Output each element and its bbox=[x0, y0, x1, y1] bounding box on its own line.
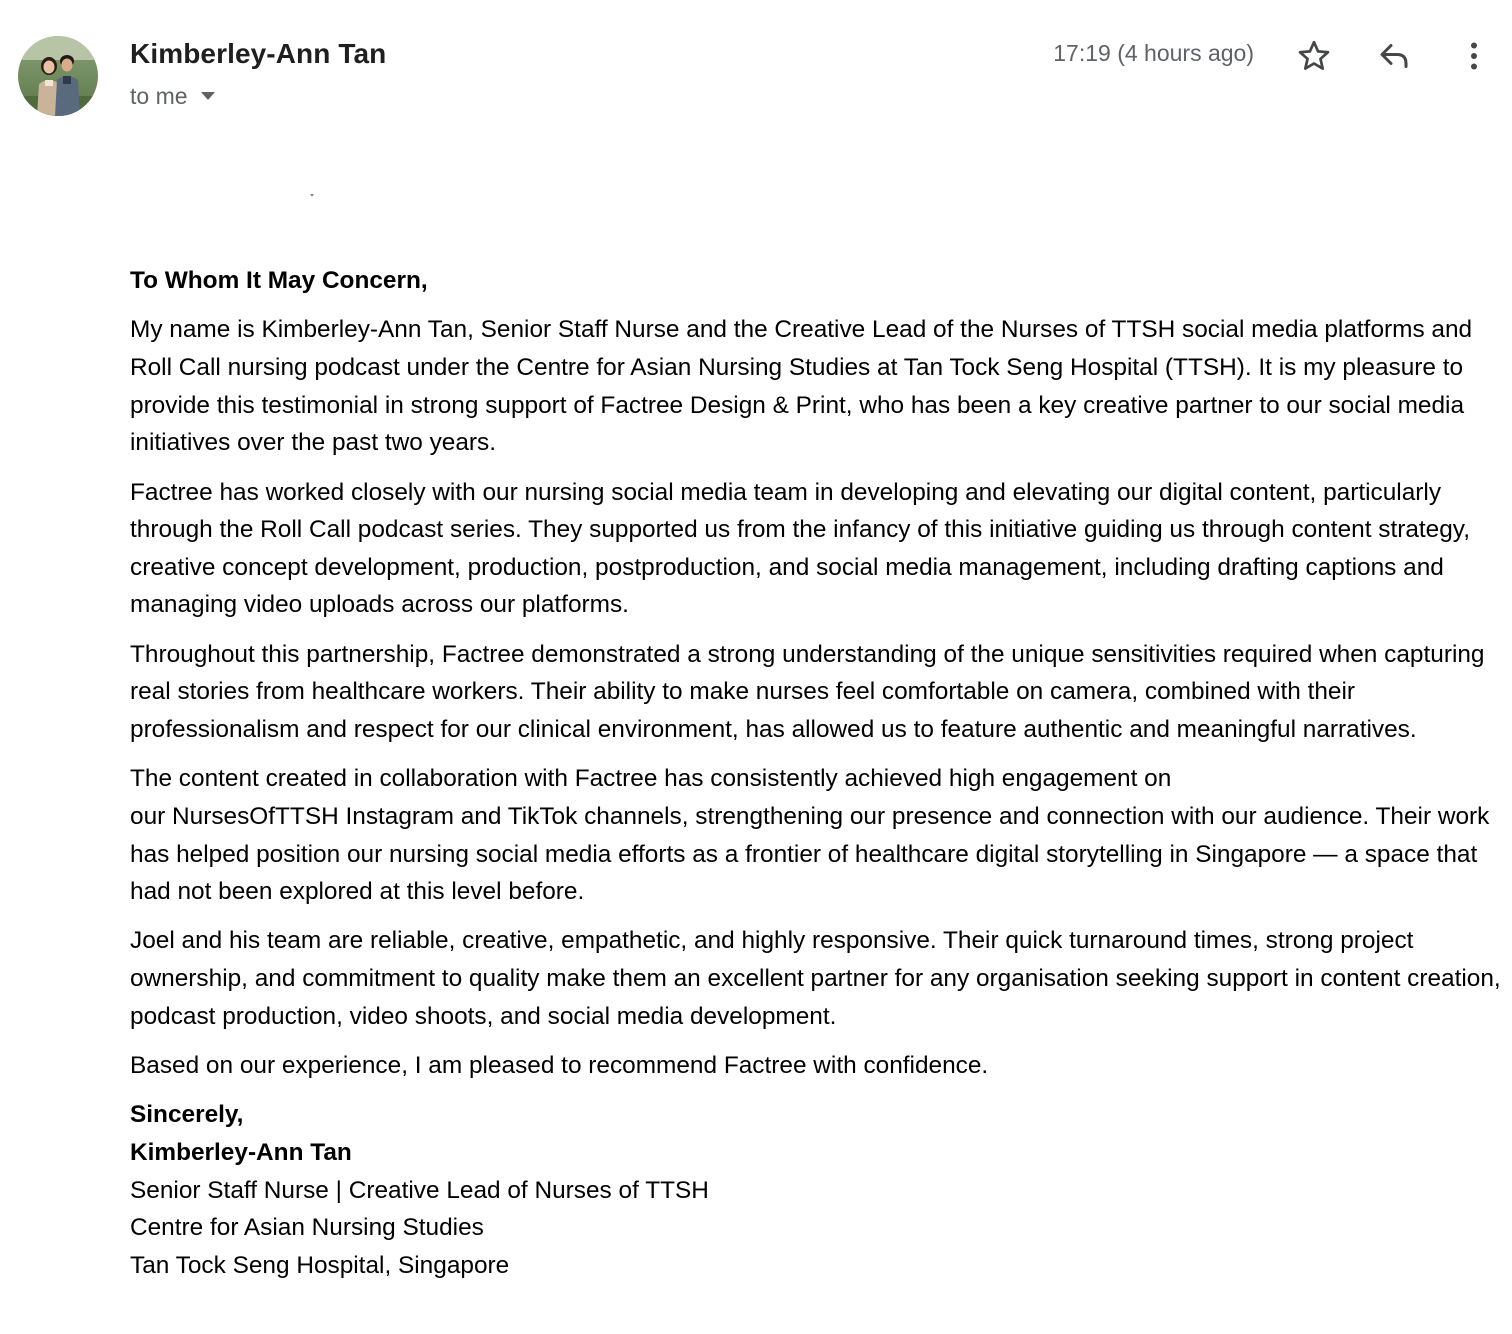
star-button[interactable] bbox=[1294, 36, 1334, 76]
avatar-photo bbox=[18, 36, 98, 116]
more-vertical-icon bbox=[1456, 38, 1492, 74]
recipient-details-toggle[interactable] bbox=[130, 82, 216, 110]
signature-title: Senior Staff Nurse | Creative Lead of Nurses of TTSH bbox=[130, 1176, 709, 1204]
email-paragraph: Based on our experience, I am pleased to recommend Factree with confidence. bbox=[130, 1052, 989, 1080]
render-artifact bbox=[310, 194, 314, 197]
reply-button[interactable] bbox=[1374, 36, 1414, 76]
email-paragraph: Throughout this partnership, Factree demonstrated a strong understanding of the unique sensitivities required when capturing real stories from healthcare workers. Their ability to make nurses feel comfortable on camera, combined with their professionalism and respect for our clinical environment, has allowed us to feature authentic and meaningful narratives. bbox=[130, 640, 1485, 743]
signature-organization: Tan Tock Seng Hospital, Singapore bbox=[130, 1251, 510, 1279]
email-paragraph: Factree has worked closely with our nursing social media team in developing and elevating our digital content, particularly through the Roll Call podcast series. They supported us from the infancy of this initiative guiding us through content strategy, creative concept development, production, postproduction, and social media management, including drafting captions and managing video uploads across our platforms. bbox=[130, 478, 1470, 619]
email-paragraph-continuation: our NursesOfTTSH Instagram and TikTok channels, strengthening our presence and connection with our audience. Their work has helped position our nursing social media efforts as a frontier of healthcare digital storytelling in Singapore — a space that had not been explored at this level before. bbox=[130, 802, 1490, 906]
caret-down-icon[interactable] bbox=[200, 91, 216, 101]
email-paragraph: My name is Kimberley-Ann Tan, Senior Staff Nurse and the Creative Lead of the Nurses of TTSH social media platforms and Roll Call nursing podcast under the Centre for Asian Nursing Studies at Tan Tock Seng Hospital (TTSH). It is my pleasure to provide this testimonial in strong support of Factree Design & Print, who has been a key creative partner to our social media initiatives over the past two years. bbox=[130, 316, 1473, 457]
email-signature bbox=[130, 1096, 1505, 1284]
reply-icon bbox=[1376, 38, 1412, 74]
email-body bbox=[130, 262, 1505, 1284]
email-paragraph bbox=[130, 760, 1505, 910]
email-timestamp: 17:19 (4 hours ago) bbox=[1053, 40, 1254, 66]
recipient-label: to me bbox=[130, 82, 188, 109]
signature-department: Centre for Asian Nursing Studies bbox=[130, 1214, 484, 1242]
email-paragraph-line: The content created in collaboration with Factree has consistently achieved high engagement on bbox=[130, 765, 1172, 793]
signature-name: Kimberley-Ann Tan bbox=[130, 1139, 352, 1167]
star-icon bbox=[1296, 38, 1332, 74]
signature-closing: Sincerely, bbox=[130, 1101, 244, 1129]
email-greeting: To Whom It May Concern, bbox=[130, 267, 428, 294]
email-paragraph: Joel and his team are reliable, creative, empathetic, and highly responsive. Their quick turnaround times, strong project ownership, and commitment to quality make them an excellent partner for any organisation seeking support in content creation, podcast production, video shoots, and social media development. bbox=[130, 927, 1501, 1030]
sender-avatar[interactable] bbox=[18, 36, 98, 116]
sender-name[interactable]: Kimberley-Ann Tan bbox=[130, 38, 387, 69]
more-options-button[interactable] bbox=[1454, 36, 1494, 76]
